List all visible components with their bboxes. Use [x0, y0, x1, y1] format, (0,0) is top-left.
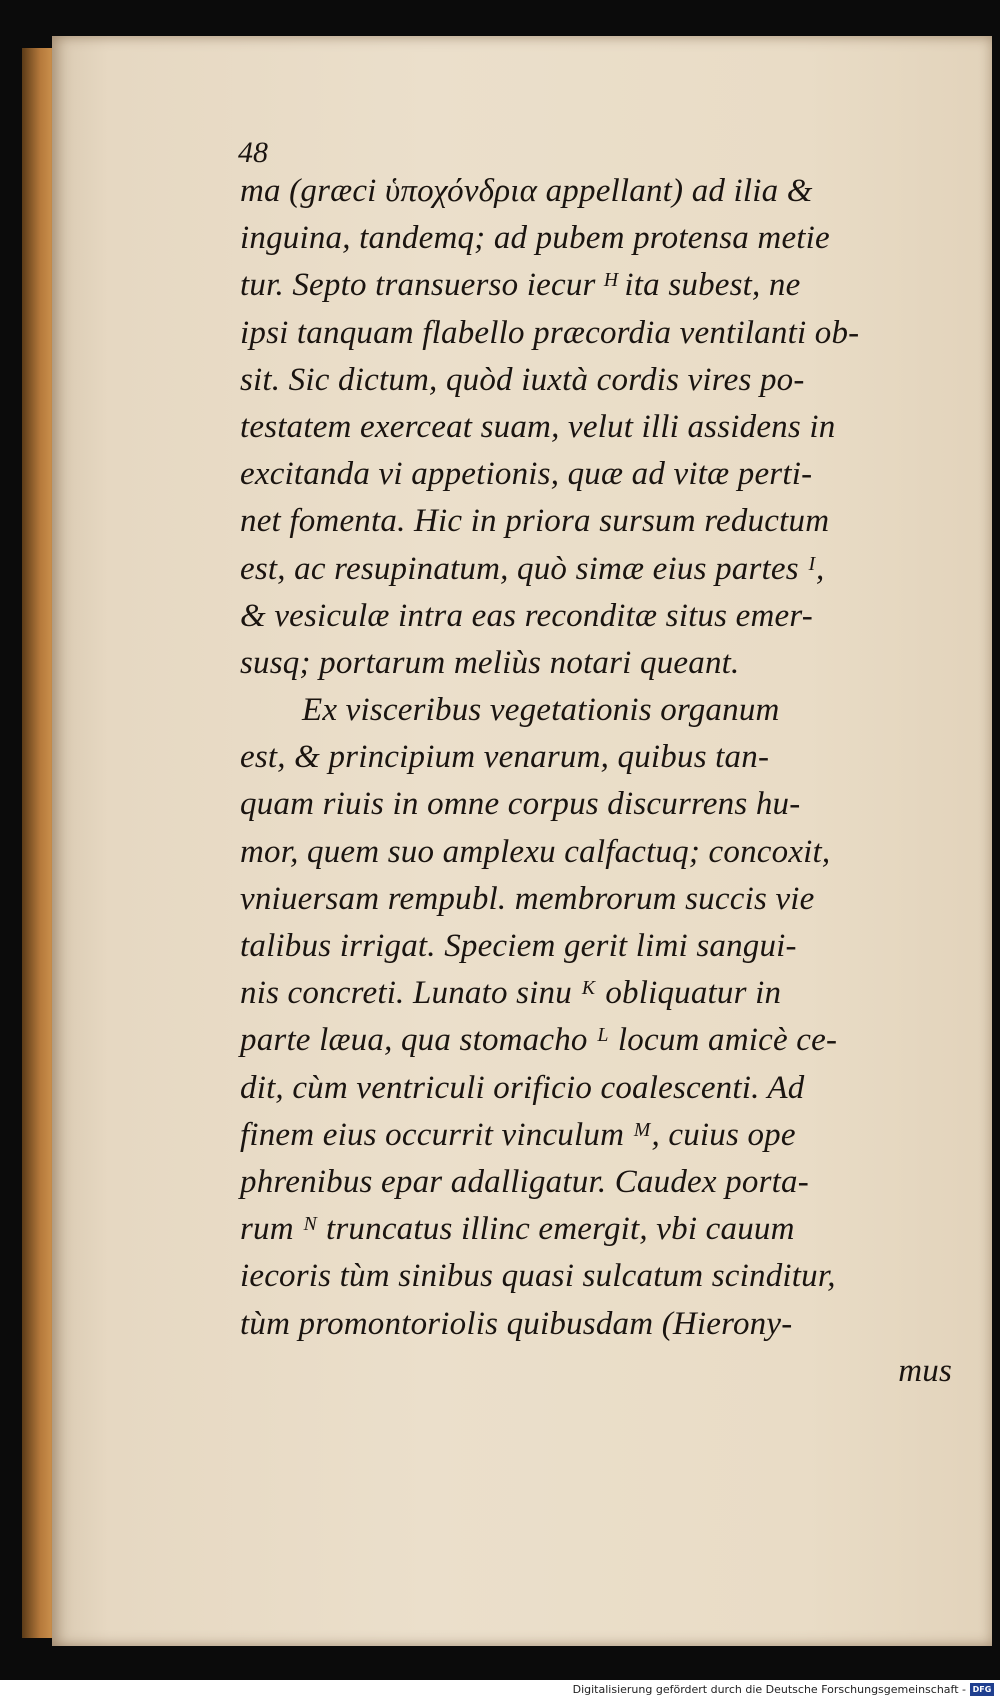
- text-line: susq; portarum meliùs notari queant.: [240, 644, 740, 681]
- text-line: testatem exerceat suam, velut illi assidens in: [240, 408, 836, 445]
- text-line: parte læua, qua stomacho ᴸ locum amicè ce-: [240, 1022, 838, 1059]
- text-line: quam riuis in omne corpus discurrens hu-: [240, 786, 801, 823]
- text-line: est, ac resupinatum, quò simæ eius partes ᴵ,: [240, 550, 825, 587]
- text-line: talibus irrigat. Speciem gerit limi sangui-: [240, 928, 797, 964]
- digitization-credit: Digitalisierung gefördert durch die Deutsche Forschungsgemeinschaft -: [572, 1683, 966, 1696]
- text-line: vniuersam rempubl. membrorum succis vie: [240, 880, 815, 917]
- text-line: dit, cùm ventriculi orificio coalescenti. Ad: [240, 1069, 805, 1106]
- text-line: net fomenta. Hic in priora sursum reductum: [240, 503, 830, 540]
- text-line: tur. Septo transuerso iecur ᴴ ita subest, ne: [240, 267, 801, 304]
- text-line: mor, quem suo amplexu calfactuq; concoxit,: [240, 833, 831, 870]
- text-line: sit. Sic dictum, quòd iuxtà cordis vires po-: [240, 361, 805, 398]
- text-line: ma (græci ὑποχόνδρια appellant) ad ilia &: [240, 173, 813, 209]
- dfg-logo: DFG: [970, 1683, 994, 1696]
- page-text-block: [240, 168, 960, 1395]
- text-line: est, & principium venarum, quibus tan-: [240, 739, 770, 776]
- text-line: tùm promontoriolis quibusdam (Hierony-: [240, 1305, 793, 1342]
- text-line: ipsi tanquam flabello præcordia ventilanti ob-: [240, 314, 860, 351]
- text-line: excitanda vi appetionis, quæ ad vitæ perti-: [240, 456, 813, 493]
- text-line: inguina, tandemq; ad pubem protensa metie: [240, 220, 830, 257]
- text-line: & vesiculæ intra eas reconditæ situs emer-: [240, 597, 813, 634]
- paragraph-start-line: Ex visceribus vegetationis organum: [302, 692, 780, 729]
- text-line: finem eius occurrit vinculum ᴹ, cuius ope: [240, 1116, 796, 1153]
- catchword: mus: [898, 1352, 952, 1389]
- text-line: nis concreti. Lunato sinu ᴷ obliquatur in: [240, 975, 782, 1012]
- text-line: phrenibus epar adalligatur. Caudex porta-: [240, 1163, 809, 1200]
- text-line: iecoris tùm sinibus quasi sulcatum scinditur,: [240, 1258, 836, 1295]
- text-line: rum ᴺ truncatus illinc emergit, vbi cauum: [240, 1211, 795, 1248]
- page-number: 48: [238, 136, 268, 169]
